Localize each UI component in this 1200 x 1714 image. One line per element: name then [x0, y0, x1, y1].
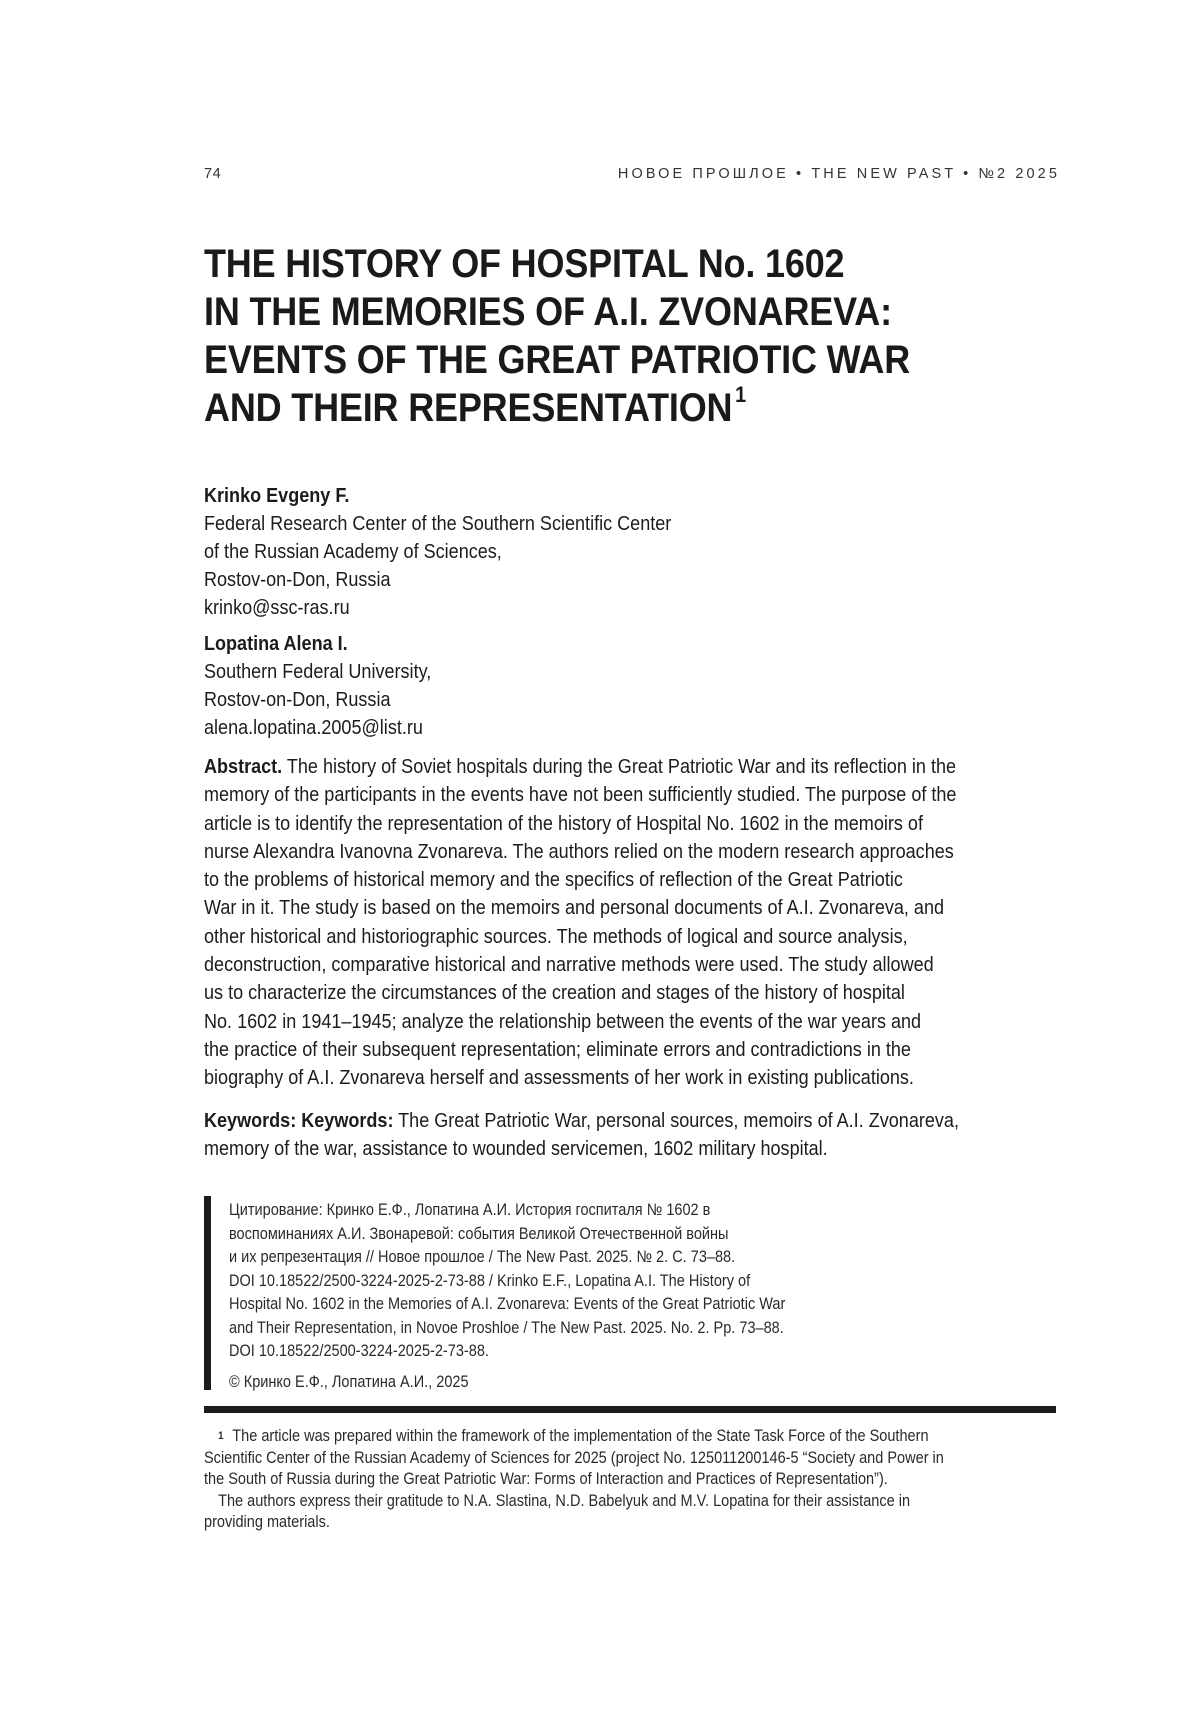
abstract-line	[204, 753, 996, 781]
page-number: 74	[204, 166, 221, 182]
abstract-line: biography of A.I. Zvonareva herself and assessments of her work in existing publications.	[204, 1064, 996, 1092]
keywords-text: The Great Patriotic War, personal sources, memoirs of A.I. Zvonareva,	[393, 1109, 958, 1132]
title-line-text: AND THEIR REPRESENTATION	[204, 386, 732, 430]
author-krinko	[204, 482, 996, 622]
journal-header: НОВОЕ ПРОШЛОЕ • THE NEW PAST • №2 2025	[618, 166, 1060, 182]
footnote-line: the South of Russia during the Great Patriotic War: Forms of Interaction and Practices of Representation”).	[204, 1469, 1053, 1491]
citation-text	[229, 1199, 933, 1394]
abstract-label: Abstract.	[204, 755, 282, 778]
abstract-line: article is to identify the representation of the history of Hospital No. 1602 in the memoirs of	[204, 810, 996, 838]
authors-block	[204, 482, 996, 750]
author-email[interactable]: alena.lopatina.2005@list.ru	[204, 714, 996, 742]
title-line: THE HISTORY OF HOSPITAL No. 1602	[204, 240, 978, 288]
keywords	[204, 1107, 996, 1164]
author-email[interactable]: krinko@ssc-ras.ru	[204, 594, 996, 622]
author-lopatina	[204, 630, 996, 742]
citation-line: воспоминаниях А.И. Звонаревой: события Великой Отечественной войны	[229, 1223, 933, 1247]
citation-line: DOI 10.18522/2500-3224-2025-2-73-88.	[229, 1340, 933, 1364]
abstract-line: No. 1602 in 1941–1945; analyze the relationship between the events of the war years and	[204, 1008, 996, 1036]
footnote-mark: 1	[218, 1430, 223, 1442]
keywords-line	[204, 1107, 996, 1135]
abstract-line: War in it. The study is based on the memoirs and personal documents of A.I. Zvonareva, and	[204, 894, 996, 922]
citation-line: Hospital No. 1602 in the Memories of A.I. Zvonareva: Events of the Great Patriotic War	[229, 1293, 933, 1317]
title-line: IN THE MEMORIES OF A.I. ZVONAREVA:	[204, 288, 978, 336]
author-affiliation: Rostov-on-Don, Russia	[204, 686, 996, 714]
author-affiliation: Federal Research Center of the Southern Scientific Center	[204, 510, 996, 538]
abstract-line: us to characterize the circumstances of the creation and stages of the history of hospital	[204, 979, 996, 1007]
footnote-text: The article was prepared within the framework of the implementation of the State Task Force of the Southern	[232, 1427, 928, 1445]
footnote-line	[204, 1426, 1053, 1448]
abstract-line: nurse Alexandra Ivanovna Zvonareva. The authors relied on the modern research approaches	[204, 838, 996, 866]
copyright-line: © Кринко Е.Ф., Лопатина А.И., 2025	[229, 1371, 933, 1395]
abstract	[204, 753, 996, 1093]
author-name: Lopatina Alena I.	[204, 630, 996, 658]
keywords-label: Keywords: Keywords:	[204, 1109, 393, 1132]
abstract-text: The history of Soviet hospitals during the Great Patriotic War and its reflection in the	[282, 755, 956, 778]
acknowledgement-line: The authors express their gratitude to N.A. Slastina, N.D. Babelyuk and M.V. Lopatina for their assistance in	[204, 1491, 1053, 1513]
abstract-line: deconstruction, comparative historical and narrative methods were used. The study allowed	[204, 951, 996, 979]
author-name: Krinko Evgeny F.	[204, 482, 996, 510]
footnote-divider	[204, 1406, 1056, 1413]
author-affiliation: of the Russian Academy of Sciences,	[204, 538, 996, 566]
citation-line: Цитирование: Кринко Е.Ф., Лопатина А.И. История госпиталя № 1602 в	[229, 1199, 933, 1223]
title-line	[204, 384, 978, 432]
citation-line: and Their Representation, in Novoe Proshloe / The New Past. 2025. No. 2. Pp. 73–88.	[229, 1317, 933, 1341]
footnote-line: Scientific Center of the Russian Academy of Sciences for 2025 (project No. 125011200146-5 “Society and Power in	[204, 1448, 1053, 1470]
author-affiliation: Southern Federal University,	[204, 658, 996, 686]
author-affiliation: Rostov-on-Don, Russia	[204, 566, 996, 594]
footnotes	[204, 1426, 1053, 1534]
abstract-line: memory of the participants in the events have not been sufficiently studied. The purpose of the	[204, 781, 996, 809]
abstract-line: the practice of their subsequent representation; eliminate errors and contradictions in the	[204, 1036, 996, 1064]
citation-line: DOI 10.18522/2500-3224-2025-2-73-88 / Krinko E.F., Lopatina A.I. The History of	[229, 1270, 933, 1294]
keywords-line: memory of the war, assistance to wounded servicemen, 1602 military hospital.	[204, 1135, 996, 1163]
title-footnote-mark: 1	[735, 382, 746, 407]
acknowledgement-line: providing materials.	[204, 1512, 1053, 1534]
citation-box	[204, 1196, 951, 1390]
abstract-line: other historical and historiographic sources. The methods of logical and source analysis,	[204, 923, 996, 951]
citation-line: и их репрезентация // Новое прошлое / The New Past. 2025. № 2. С. 73–88.	[229, 1246, 933, 1270]
abstract-line: to the problems of historical memory and the specifics of reflection of the Great Patriotic	[204, 866, 996, 894]
title-line: EVENTS OF THE GREAT PATRIOTIC WAR	[204, 336, 978, 384]
article-title	[204, 240, 978, 432]
running-head	[204, 166, 1060, 186]
